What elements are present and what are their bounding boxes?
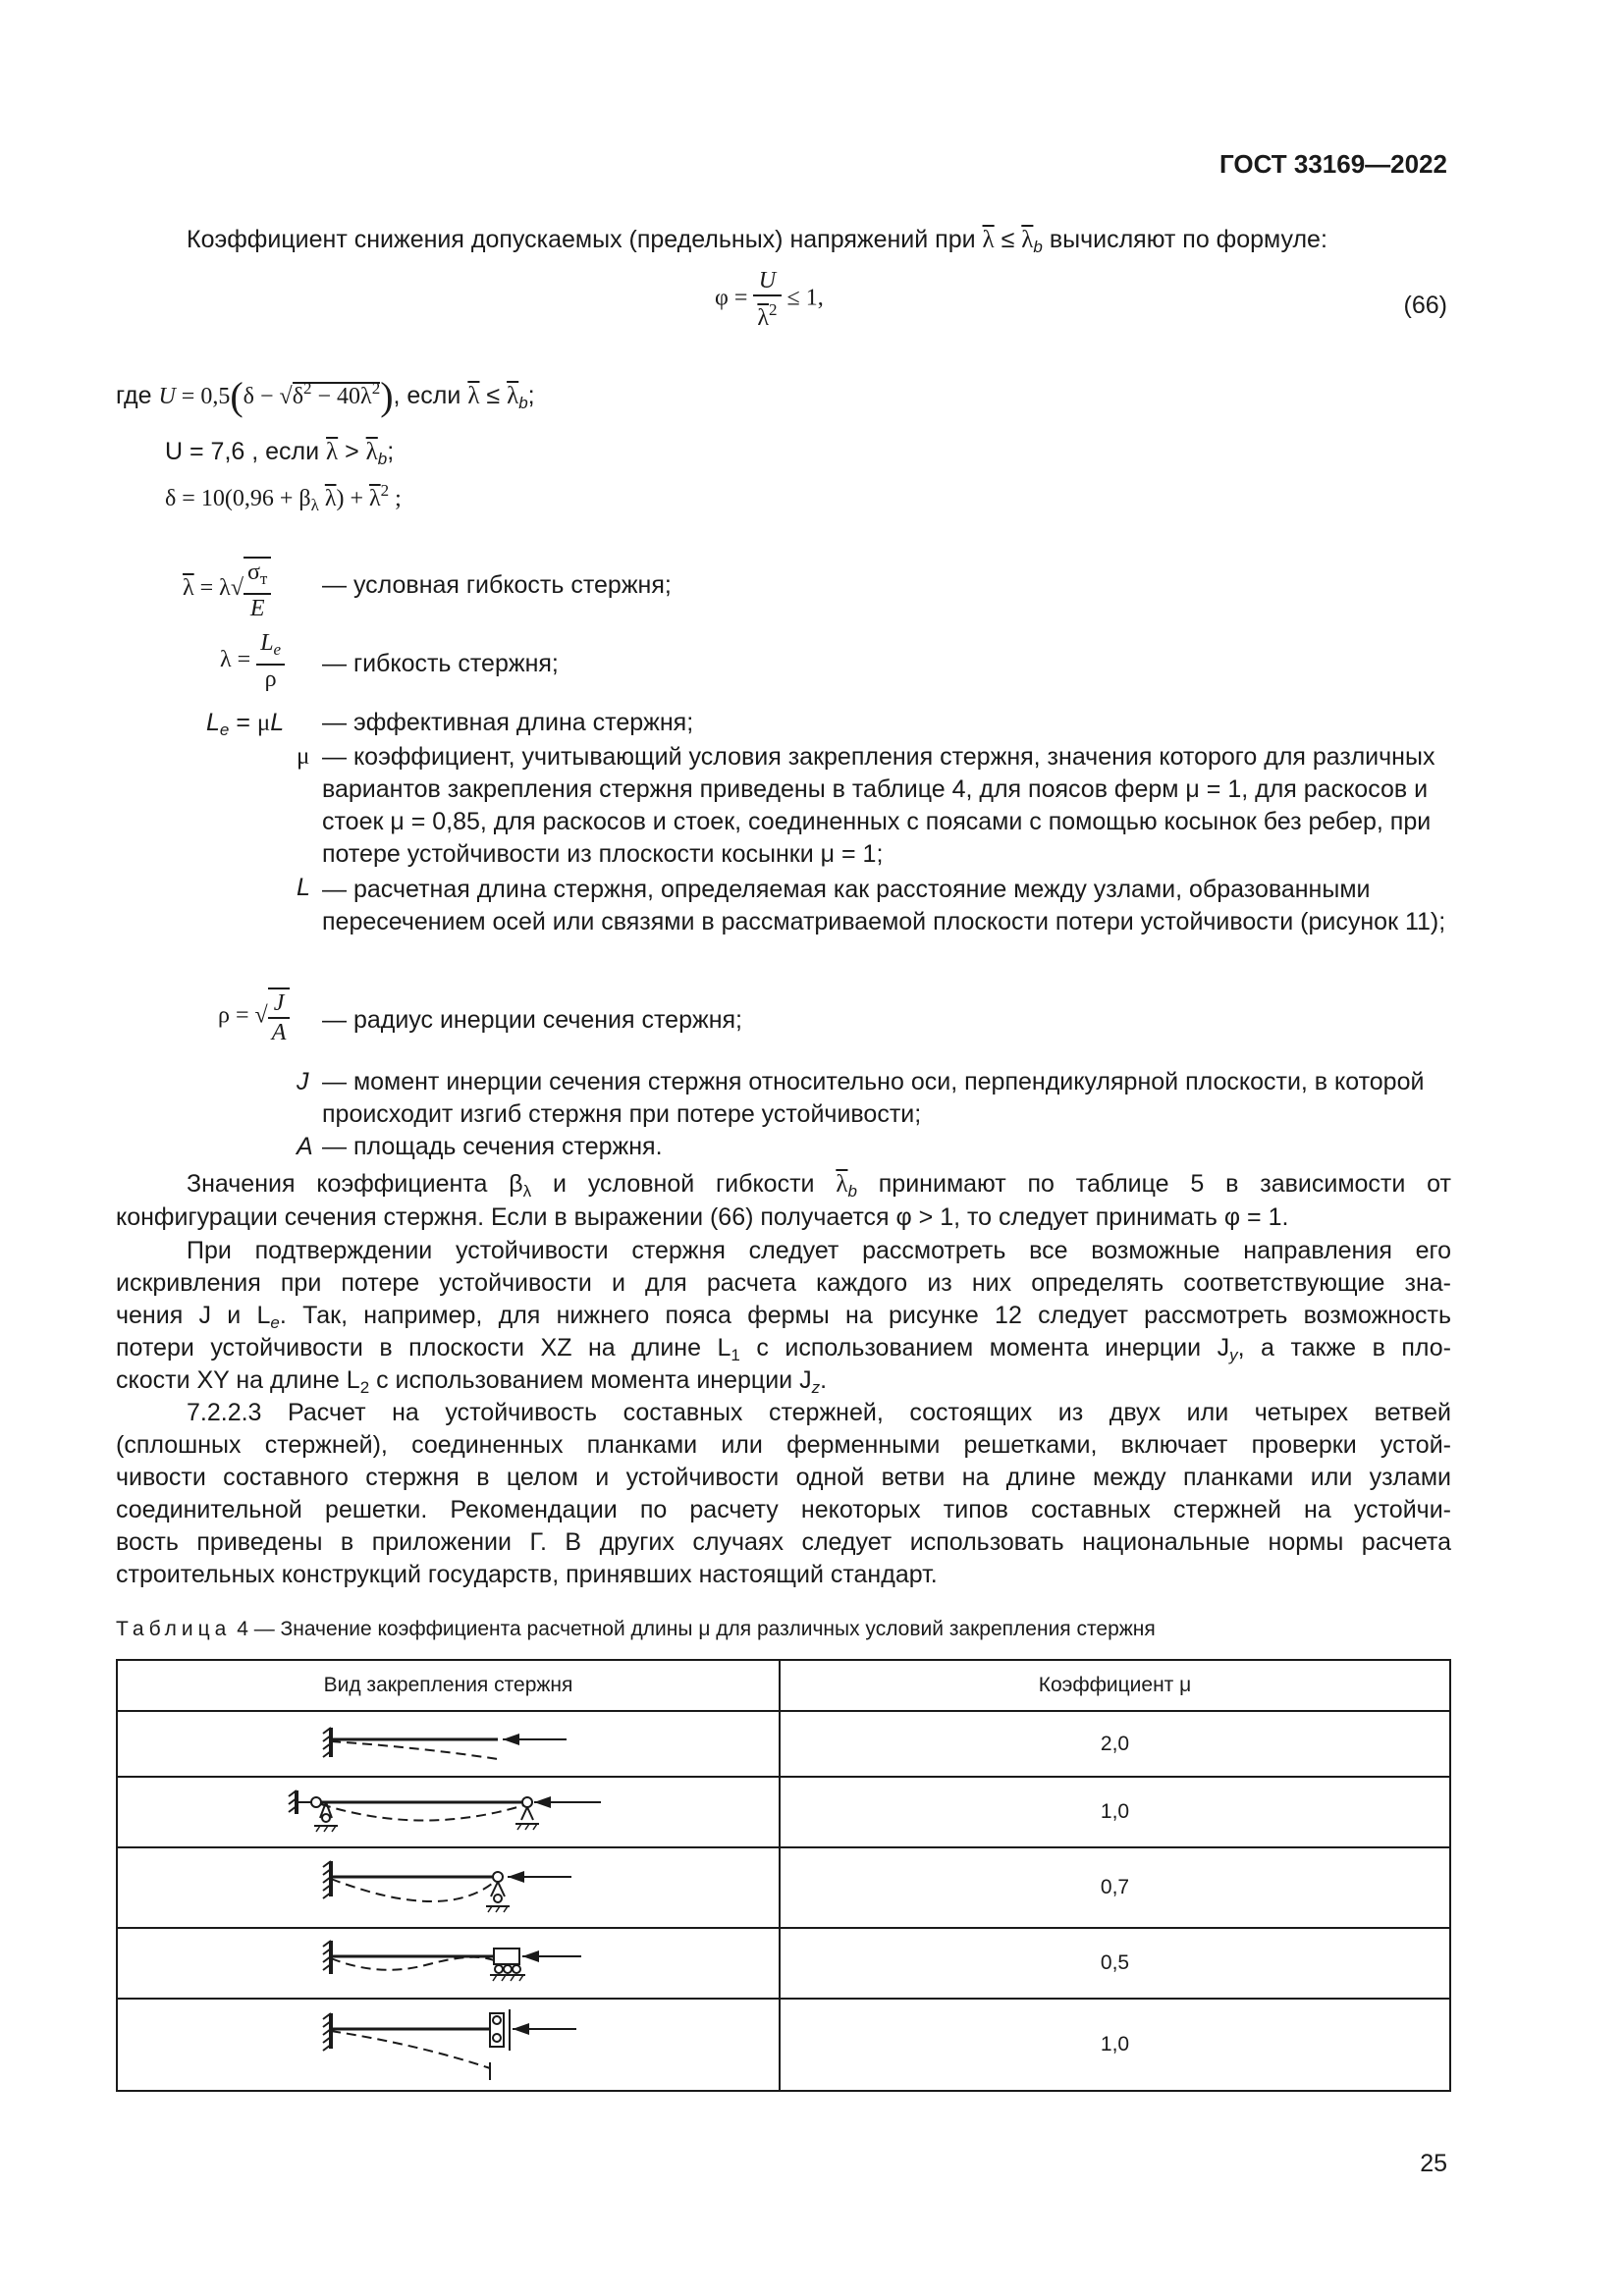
def-mu-term: μ (297, 743, 310, 770)
document-code: ГОСТ 33169—2022 (1219, 149, 1447, 179)
delta-text: δ = 10(0,96 + β (165, 486, 311, 511)
table-header-row (117, 1660, 1450, 1711)
mu-value: 0,5 (780, 1928, 1450, 1999)
para2-line4: потери устойчивости в плоскости XZ на длине $L_1$ с использованием момента инерции $J_y$, а также в пло- (116, 1334, 1451, 1364)
para3-line3: чивости составного стержня в целом и устойчивости одной ветви на длине между планками или узлами (116, 1464, 1451, 1491)
def-a-text: — площадь сечения стержня. (322, 1133, 663, 1160)
para2-line1: При подтверждении устойчивости стержня следует рассмотреть все возможные направления его (187, 1237, 1451, 1264)
mu-value: 0,7 (780, 1847, 1450, 1928)
def-a-term: A (297, 1133, 313, 1160)
table-row (117, 1711, 1450, 1777)
scheme-cell (117, 1928, 780, 1999)
scheme-cell (117, 1777, 780, 1847)
para3-line2: (сплошных стержней), соединенных планками или ферменными решетками, включает проверки устой- (116, 1431, 1451, 1459)
fixed-free-icon (301, 1720, 596, 1769)
def-mu-text: — коэффициент, учитывающий условия закрепления стержня, значения которого для различных вариантов закрепления стержня приведены в таблице 4, для поясов ферм μ = 1, для раскосов и стоек μ = 0,85, для раскосов и стоек, соединенных с поясами с помощью косынок без ребер, при потере устойчивости из плоскости косынки μ = 1; (322, 743, 1435, 868)
fixed-pinned-icon (301, 1855, 596, 1920)
formula-leq: ≤ 1, (786, 285, 824, 311)
para3-line1: 7.2.2.3 Расчет на устойчивость составных стержней, состоящих из двух или четырех ветвей (187, 1399, 1451, 1426)
para1-line1: Значения коэффициента $\beta_\lambda$ и условной гибкости $\overline{\lambda}_b$ принимают по таблице 5 в зависимости от (187, 1170, 1451, 1201)
table-row (117, 1999, 1450, 2091)
col-header-mu: Коэффициент μ (780, 1660, 1450, 1711)
where-label: где (116, 382, 152, 409)
formula-number: (66) (1403, 292, 1447, 319)
scheme-cell (117, 1999, 780, 2091)
fixed-guided-icon (301, 2005, 596, 2084)
table-row (117, 1777, 1450, 1847)
table-4 (116, 1659, 1451, 2092)
def-j-term: J (297, 1068, 309, 1095)
mu-value: 1,0 (780, 1999, 1450, 2091)
def-term: $\overline{\lambda}$ (183, 575, 194, 602)
def-term: ρ (218, 1002, 230, 1029)
para3-line4: соединительной решетки. Рекомендации по расчету некоторых типов составных стержней на устойчи- (116, 1496, 1451, 1523)
pinned-pinned-icon (287, 1783, 611, 1842)
intro-tail: вычисляют по формуле: (1049, 226, 1327, 253)
def-lambda-bar-text: — условная гибкость стержня; (322, 571, 672, 599)
where-u-condition: , если (393, 382, 461, 409)
intro-text: Коэффициент снижения допускаемых (предельных) напряжений при (187, 226, 976, 253)
para3-line6: строительных конструкций государств, принявших настоящий стандарт. (116, 1561, 938, 1588)
def-le-text: — эффективная длина стержня; (322, 709, 694, 736)
mu-value: 2,0 (780, 1711, 1450, 1777)
col-header-type: Вид закрепления стержня (117, 1660, 780, 1711)
caption-text: — Значение коэффициента расчетной длины μ для различных условий закрепления стержня (253, 1618, 1156, 1640)
def-term: λ (220, 647, 232, 673)
page-number: 25 (1420, 2150, 1447, 2177)
def-le-formula: $L_e = \mu L$ (206, 709, 285, 739)
table-caption (116, 1618, 1156, 1641)
table-row (117, 1928, 1450, 1999)
scheme-cell (117, 1711, 780, 1777)
caption-prefix: Таблица (116, 1618, 232, 1640)
table-row (117, 1847, 1450, 1928)
formula-phi: φ = (715, 285, 748, 311)
def-l-text: — расчетная длина стержня, определяемая как расстояние между узлами, образованными пересечением осей или связями в рассматриваемой плоскости потери устойчивости (рисунок 11); (322, 876, 1446, 935)
scheme-cell (117, 1847, 780, 1928)
def-rho-text: — радиус инерции сечения стержня; (322, 1006, 742, 1034)
def-term: L (206, 709, 220, 736)
where-u2-line: U = 7,6 , если $\overline{\lambda} > \overline{\lambda}_b$; (165, 438, 395, 468)
formula-numerator: U (758, 268, 777, 294)
def-lambda-bar-formula: $\overline{\lambda} = \lambda√$ $\frac{\sigma_т}{E}$ (183, 557, 271, 622)
delta-tail: ) + (336, 486, 364, 511)
para1-line2: конфигурации сечения стержня. Если в выражении (66) получается φ > 1, то следует принимать φ = 1. (116, 1203, 1289, 1231)
mu-value: 1,0 (780, 1777, 1450, 1847)
def-j-text: — момент инерции сечения стержня относительно оси, перпендикулярной плоскости, в которой происходит изгиб стержня при потере устойчивости; (322, 1068, 1425, 1128)
para2-line5: скости XY на длине $L_2$ с использованием момента инерции $J_z$. (116, 1366, 828, 1397)
where-u-line: где $U = 0,5(\delta - √\delta^2 - 40\overline{\lambda}^2)$, если $\overline{\lambda} \le \overline{\lambda}_b$; (116, 374, 535, 418)
fixed-fixed-sliding-icon (301, 1935, 596, 1992)
where-u2-text: U = 7,6 , если (165, 438, 320, 465)
def-l-term: L (297, 874, 310, 901)
para2-line3: чения J и $L_e$. Так, например, для нижнего пояса фермы на рисунке 12 следует рассмотреть возможность (116, 1302, 1451, 1332)
intro-line: Коэффициент снижения допускаемых (предельных) напряжений при $\overline{\lambda} \le \overline{\lambda}_b$ вычисляют по формуле: (187, 226, 1327, 256)
caption-number: 4 (237, 1618, 248, 1640)
delta-line: $\delta = 10(0,96 + \beta_\lambda$ $\overline{\lambda}) + \overline{\lambda}^2$ ; (165, 481, 402, 514)
para3-line5: вость приведены в приложении Г. В других случаях следует использовать национальные нормы расчета (116, 1528, 1451, 1556)
def-rho-formula: ρ = √ $\frac{J}{A}$ (218, 988, 290, 1046)
def-lambda-text: — гибкость стержня; (322, 650, 559, 677)
def-lambda-formula: λ = $\frac{L_e}{\rho}$ (220, 629, 285, 693)
formula-66: φ = $\frac{U}{\overline{\lambda}^2}$ ≤ 1, (715, 268, 824, 331)
para2-line2: искривления при потере устойчивости и для расчета каждого из них определять соответствующие зна- (116, 1269, 1451, 1297)
